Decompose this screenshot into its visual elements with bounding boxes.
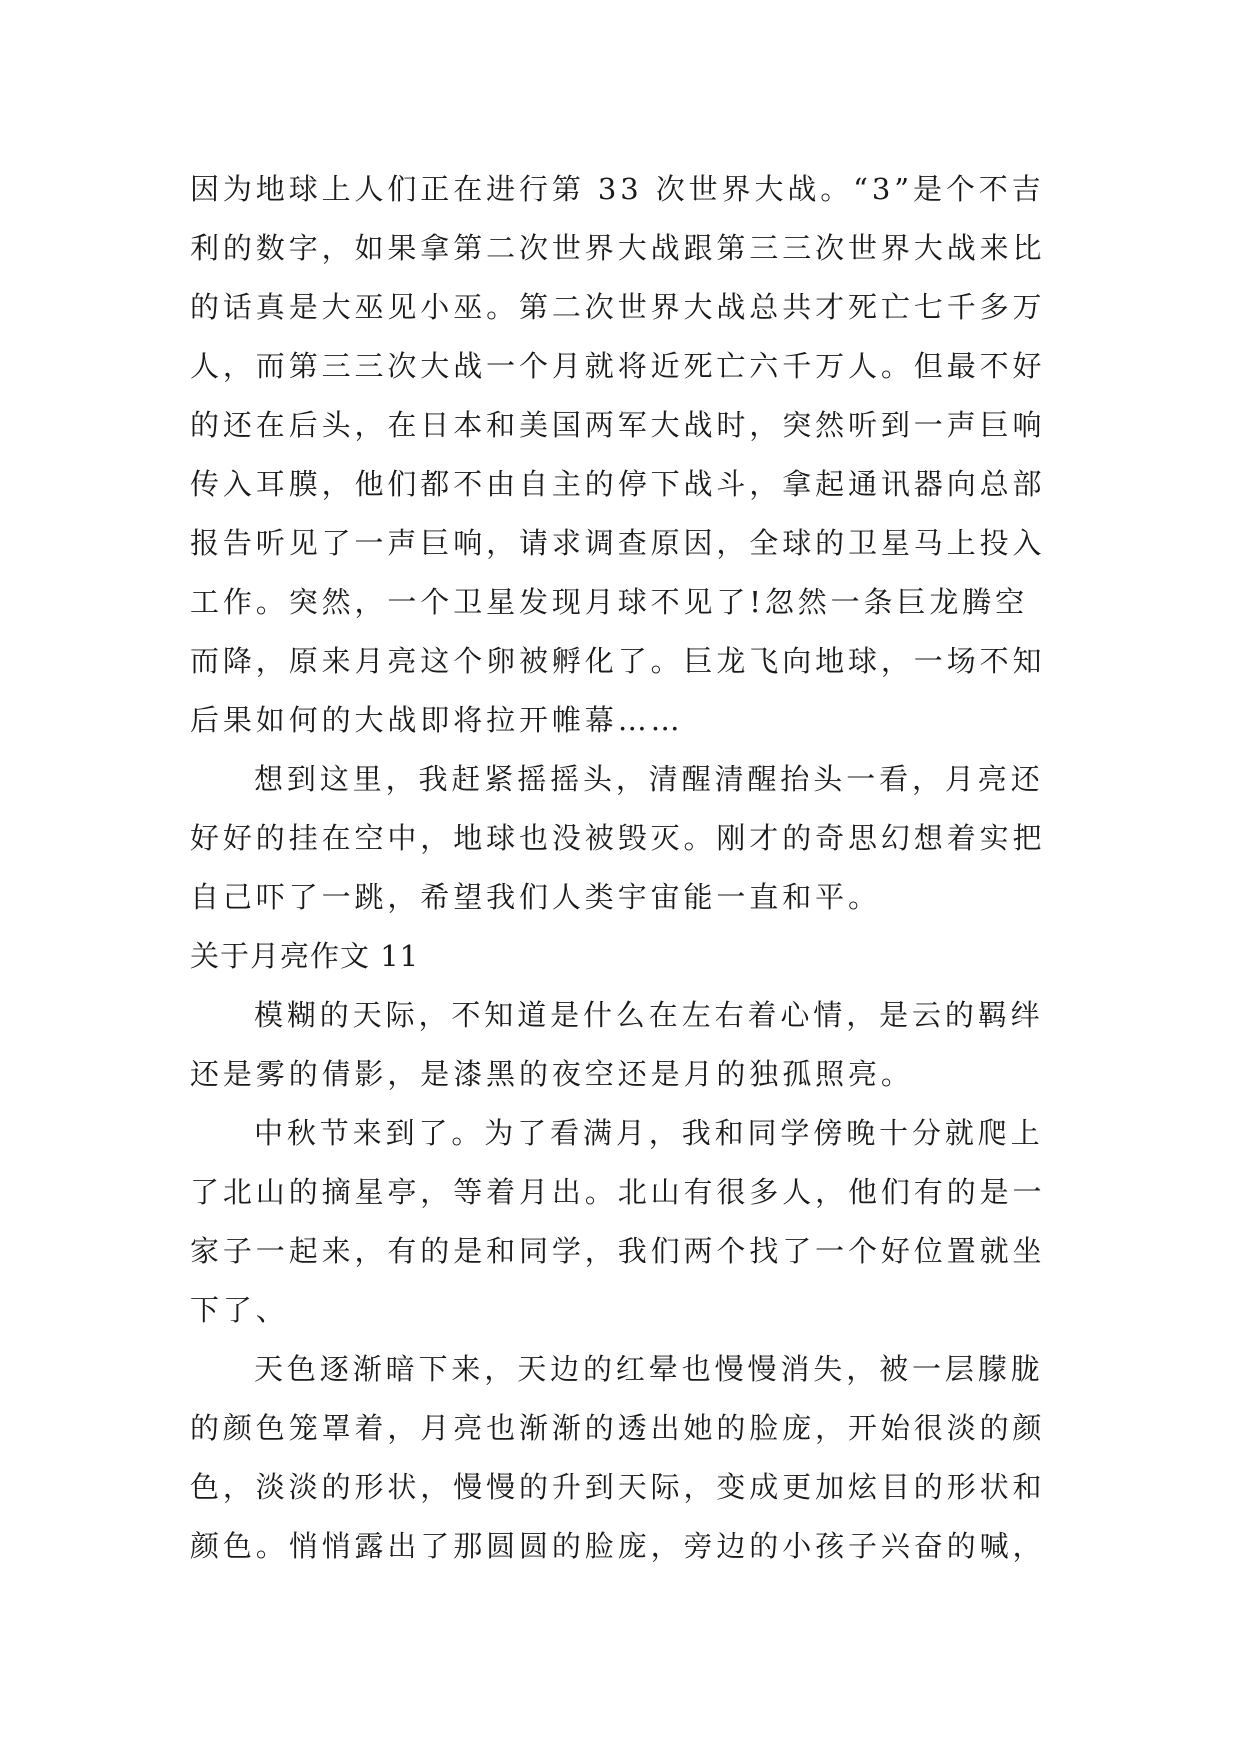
text-line: 利的数字，如果拿第二次世界大战跟第三三次世界大战来比	[190, 231, 1046, 265]
text-line: 还是雾的倩影，是漆黑的夜空还是月的独孤照亮。	[190, 1057, 914, 1091]
text-line: 的话真是大巫见小巫。第二次世界大战总共才死亡七千多万	[190, 290, 1046, 324]
essay-body	[190, 160, 1070, 1576]
text-line: 家子一起来，有的是和同学，我们两个找了一个好位置就坐	[190, 1234, 1046, 1268]
text-line: 好好的挂在空中，地球也没被毁灭。刚才的奇思幻想着实把	[190, 821, 1046, 855]
text-line: 工作。突然，一个卫星发现月球不见了!忽然一条巨龙腾空	[190, 585, 1029, 619]
text-line: 传入耳膜，他们都不由自主的停下战斗，拿起通讯器向总部	[190, 467, 1046, 501]
text-line: 的颜色笼罩着，月亮也渐渐的透出她的脸庞，开始很淡的颜	[190, 1411, 1046, 1445]
text-line: 人，而第三三次大战一个月就将近死亡六千万人。但最不好	[190, 349, 1046, 383]
section-title: 关于月亮作文 11	[190, 939, 420, 973]
text-line: 报告听见了一声巨响，请求调查原因，全球的卫星马上投入	[190, 526, 1046, 560]
text-line: 的还在后头，在日本和美国两军大战时，突然听到一声巨响	[190, 408, 1046, 442]
text-line: 下了、	[190, 1293, 289, 1327]
paragraph-start-line: 模糊的天际，不知道是什么在左右着心情，是云的羁绊	[254, 998, 1044, 1032]
text-line: 后果如何的大战即将拉开帷幕……	[190, 703, 684, 737]
text-line: 了北山的摘星亭，等着月出。北山有很多人，他们有的是一	[190, 1175, 1046, 1209]
paragraph-start-line: 中秋节来到了。为了看满月，我和同学傍晚十分就爬上	[254, 1116, 1044, 1150]
text-line: 色，淡淡的形状，慢慢的升到天际，变成更加炫目的形状和	[190, 1470, 1046, 1504]
paragraph-start-line: 想到这里，我赶紧摇摇头，清醒清醒抬头一看，月亮还	[254, 762, 1044, 796]
text-line: 因为地球上人们正在进行第 33 次世界大战。“3”是个不吉	[190, 172, 1045, 206]
text-line: 颜色。悄悄露出了那圆圆的脸庞，旁边的小孩子兴奋的喊，	[190, 1529, 1046, 1563]
paragraph-start-line: 天色逐渐暗下来，天边的红晕也慢慢消失，被一层朦胧	[254, 1352, 1044, 1386]
text-line: 而降，原来月亮这个卵被孵化了。巨龙飞向地球，一场不知	[190, 644, 1046, 678]
text-line: 自己吓了一跳，希望我们人类宇宙能一直和平。	[190, 880, 881, 914]
